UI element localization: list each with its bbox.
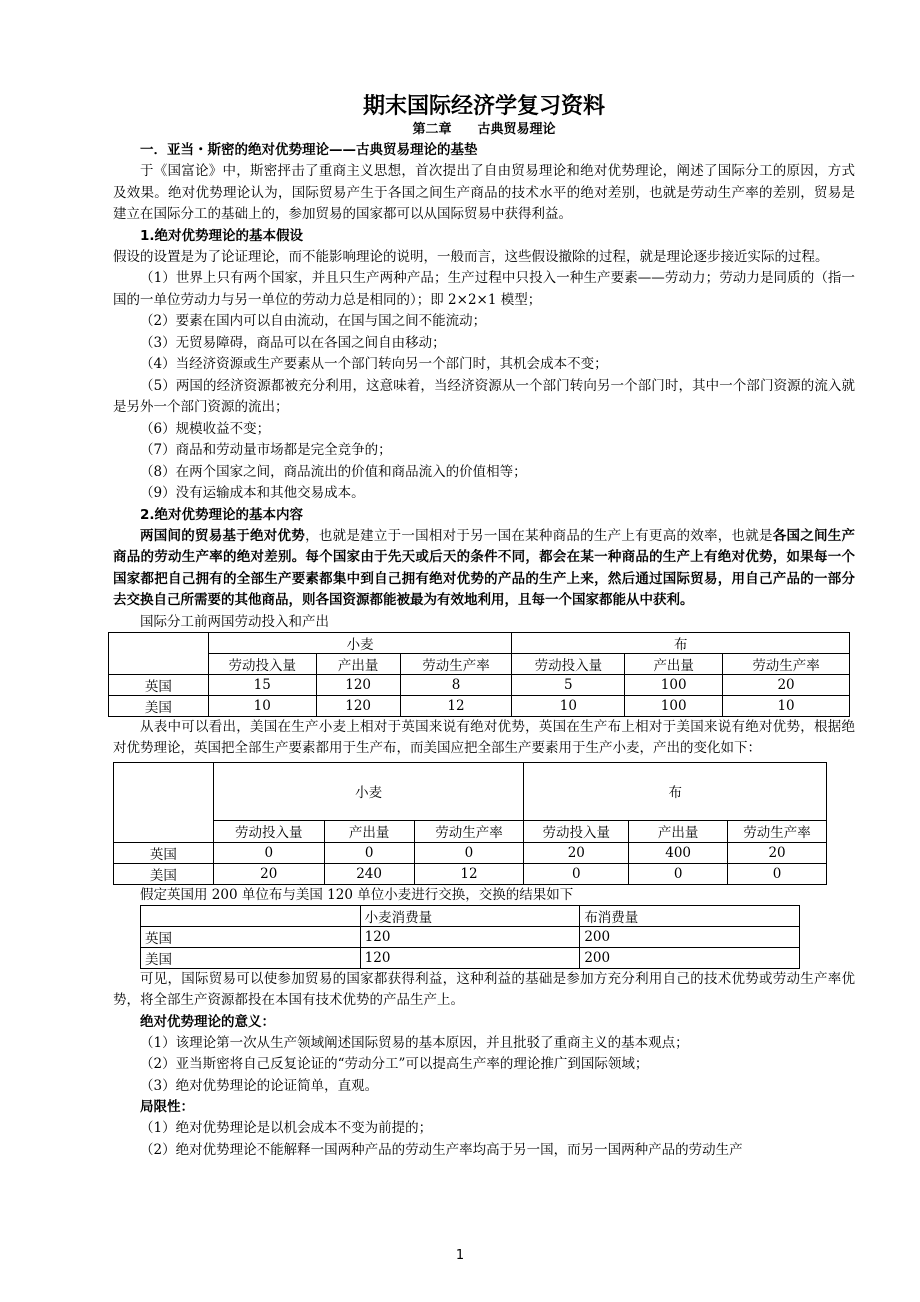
table-row	[141, 947, 800, 968]
table-consumption	[140, 905, 800, 969]
table-cell: 0	[629, 863, 728, 884]
document-page	[113, 0, 855, 1161]
table-cell: 0	[324, 842, 414, 863]
col-header: 劳动生产率	[400, 653, 512, 674]
content-bold-text: 各国之间生产商品的劳动生产率的绝对差别。每个国家由于先天或后天的条件不同，都会在某一种商品的生产上有绝对优势，如果每一个国家都把自己拥有的全部生产要素都集中到自己拥有绝对优势的产品的生产上来，然后通过国际贸易，用自己产品的一部分去交换自己所需要的其他商品，则各国资源都能被最为有效地利用，且每一个国家都能从中获利。	[113, 527, 856, 608]
table-cell: 100	[625, 674, 723, 695]
row-label: 美国	[141, 947, 361, 968]
assumption-item: （5）两国的经济资源都被充分利用，这意味着，当经济资源从一个部门转向另一个部门时，其中一个部门资源的流入就是另外一个部门资源的流出；	[113, 377, 855, 415]
table1-caption: 国际分工前两国劳动投入和产出	[140, 613, 329, 630]
row-label: 英国	[109, 674, 209, 695]
table-cell: 8	[400, 674, 512, 695]
assumptions-heading: 1.绝对优势理论的基本假设	[140, 227, 304, 244]
table-cell: 120	[360, 947, 580, 968]
table-cell: 0	[728, 863, 827, 884]
assumption-item: （4）当经济资源或生产要素从一个部门转向另一个部门时，其机会成本不变；	[140, 356, 608, 372]
table-corner-cell	[141, 905, 361, 926]
table-row	[109, 695, 850, 716]
table-cell: 20	[728, 842, 827, 863]
content-normal-text: ，也就是建立于一国相对于另一国在某种商品的生产上有更高的效率，也就是	[305, 527, 773, 544]
table-row	[141, 926, 800, 947]
chapter-title: 第二章 古典贸易理论	[412, 122, 556, 137]
significance-heading: 绝对优势理论的意义：	[140, 1013, 275, 1030]
assumption-item: （3）无贸易障碍，商品可以在各国之间自由移动；	[140, 334, 446, 351]
col-header: 产出量	[625, 653, 723, 674]
limitation-item: （2）绝对优势理论不能解释一国两种产品的劳动生产率均高于另一国，而另一国两种产品的劳动生产	[140, 1141, 743, 1158]
section-heading: 一．亚当・斯密的绝对优势理论——古典贸易理论的基垫	[140, 142, 478, 158]
assumptions-intro: 假设的设置是为了论证理论，而不能影响理论的说明，一般而言，这些假设撤除的过程，就是理论逐步接近实际的过程。	[113, 248, 829, 265]
significance-item: （1）该理论第一次从生产领域阐述国际贸易的基本原因，并且批驳了重商主义的基本观点；	[140, 1034, 689, 1051]
analysis-paragraph: 从表中可以看出，美国在生产小麦上相对于英国来说有绝对优势，英国在生产布上相对于美国来说有绝对优势，根据绝对优势理论，英国把全部生产要素都用于生产布，而美国应把全部生产要素用于生产小麦，产出的变化如下：	[113, 718, 855, 756]
content-bold-lead: 两国间的贸易基于绝对优势	[140, 527, 306, 544]
col-header: 劳动投入量	[512, 653, 625, 674]
page-number: 1	[455, 1248, 465, 1263]
table-cell: 240	[324, 863, 414, 884]
table-cell: 10	[512, 695, 625, 716]
table-cell: 0	[524, 863, 629, 884]
table-row	[114, 863, 827, 884]
page-title: 期末国际经济学复习资料	[362, 94, 605, 119]
assumption-item: （8）在两个国家之间，商品流出的价值和商品流入的价值相等；	[140, 463, 527, 480]
table-corner-cell	[109, 632, 209, 674]
table-cell: 200	[580, 926, 800, 947]
table-cell: 12	[400, 695, 512, 716]
table-cell: 10	[723, 695, 850, 716]
row-label: 美国	[114, 863, 214, 884]
table-cell: 100	[625, 695, 723, 716]
col-header: 布消费量	[580, 905, 800, 926]
table-cell: 120	[360, 926, 580, 947]
assumption-item: （2）要素在国内可以自由流动，在国与国之间不能流动；	[140, 313, 487, 329]
group-header-cloth: 布	[524, 762, 827, 820]
table-cell: 15	[208, 674, 316, 695]
intro-paragraph: 于《国富论》中，斯密抨击了重商主义思想，首次提出了自由贸易理论和绝对优势理论，阐述了国际分工的原因，方式及效果。绝对优势理论认为，国际贸易产生于各国之间生产商品的技术水平的绝对差别，也就是劳动生产率的差别，贸易是建立在国际分工的基础上的，参加贸易的国家都可以从国际贸易中获得利益。	[113, 163, 855, 222]
table-row	[114, 842, 827, 863]
table-cell: 200	[580, 947, 800, 968]
table-cell: 120	[316, 695, 400, 716]
table-cell: 5	[512, 674, 625, 695]
table-corner-cell	[114, 762, 214, 842]
col-header: 小麦消费量	[360, 905, 580, 926]
row-label: 英国	[114, 842, 214, 863]
significance-item: （3）绝对优势理论的论证简单，直观。	[140, 1077, 379, 1094]
table-after-specialization	[113, 762, 827, 885]
col-header: 劳动投入量	[524, 820, 629, 842]
group-header-cloth: 布	[512, 632, 850, 653]
table-before-specialization	[108, 632, 850, 717]
col-header: 劳动投入量	[213, 820, 324, 842]
assumption-item: （6）规模收益不变；	[140, 420, 271, 437]
row-label: 美国	[109, 695, 209, 716]
col-header: 产出量	[629, 820, 728, 842]
significance-item: （2）亚当斯密将自己反复论证的“劳动分工”可以提高生产率的理论推广到国际领域；	[140, 1056, 649, 1072]
limitation-item: （1）绝对优势理论是以机会成本不变为前提的；	[140, 1120, 433, 1136]
content-heading: 2.绝对优势理论的基本内容	[140, 506, 304, 523]
col-header: 劳动生产率	[723, 653, 850, 674]
table-cell: 20	[723, 674, 850, 695]
table-cell: 20	[213, 863, 324, 884]
table-cell: 12	[414, 863, 524, 884]
table-cell: 0	[414, 842, 524, 863]
table-cell: 20	[524, 842, 629, 863]
group-header-wheat: 小麦	[213, 762, 524, 820]
table-cell: 400	[629, 842, 728, 863]
col-header: 劳动投入量	[208, 653, 316, 674]
content-paragraph	[113, 526, 855, 612]
table-cell: 120	[316, 674, 400, 695]
assumption-item: （1）世界上只有两个国家，并且只生产两种产品；生产过程中只投入一种生产要素——劳动力；劳动力是同质的（指一国的一单位劳动力与另一单位的劳动力总是相同的）；即 2×2×1 模型；	[113, 270, 855, 308]
col-header: 产出量	[316, 653, 400, 674]
table-cell: 0	[213, 842, 324, 863]
col-header: 劳动生产率	[728, 820, 827, 842]
col-header: 劳动生产率	[414, 820, 524, 842]
conclusion-paragraph: 可见，国际贸易可以使参加贸易的国家都获得利益，这种利益的基础是参加方充分利用自己的技术优势或劳动生产率优势，将全部生产资源都投在本国有技术优势的产品生产上。	[113, 970, 855, 1008]
group-header-wheat: 小麦	[208, 632, 512, 653]
assumption-item: （9）没有运输成本和其他交易成本。	[140, 485, 365, 501]
col-header: 产出量	[324, 820, 414, 842]
limitation-heading: 局限性：	[140, 1099, 194, 1115]
row-label: 英国	[141, 926, 361, 947]
assumption-item: （7）商品和劳动量市场都是完全竞争的；	[140, 442, 392, 458]
table-row	[109, 674, 850, 695]
table-cell: 10	[208, 695, 316, 716]
table3-caption: 假定英国用 200 单位布与美国 120 单位小麦进行交换，交换的结果如下	[140, 886, 574, 903]
